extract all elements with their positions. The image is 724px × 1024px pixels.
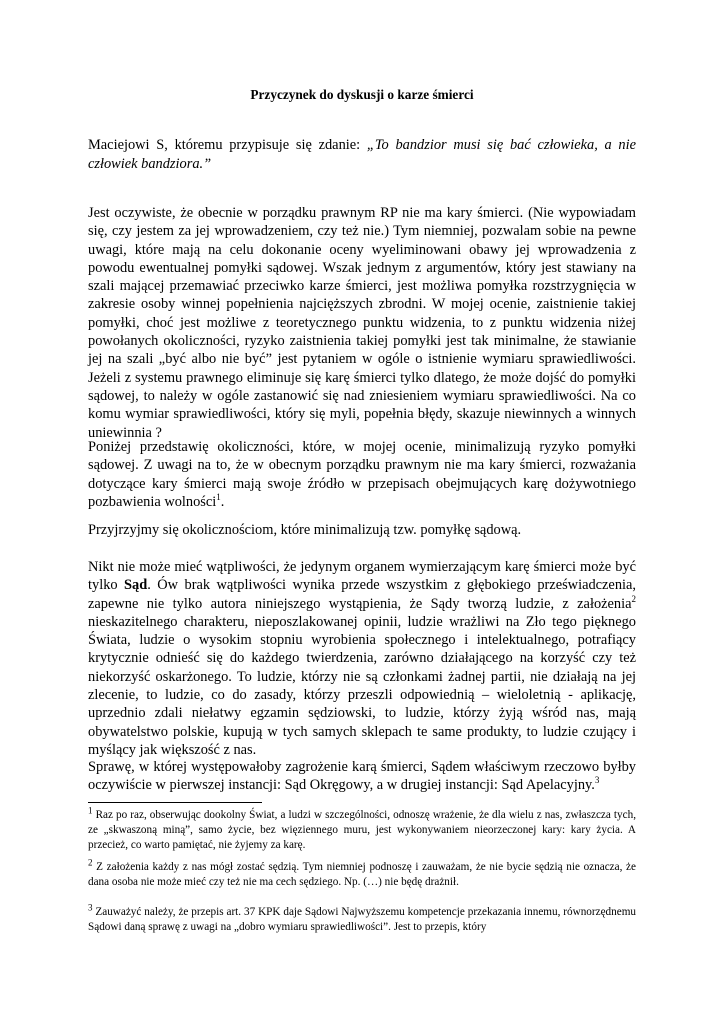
paragraph-5-text: Sprawę, w której występowałoby zagrożenie karą śmierci, Sądem właściwym rzeczowo byłby oczywiście w pierwszej instancji: Sąd Okręgowy, a w drugiej instancji: Sąd Apelacyjny. bbox=[88, 759, 636, 794]
paragraph-5 bbox=[88, 758, 636, 795]
footnote-1-text: Raz po raz, obserwując dookolny Świat, a ludzi w szczególności, odnoszę wrażenie, że dla wielu z nas, zwłaszcza tych, ze „skwaszoną miną”, samo życie, bez więziennego muru, jest wykonywaniem nieorzeczonej kary: kary życia. A przecież, co warto pamiętać, nie żyjemy za karę. bbox=[88, 809, 636, 852]
footnote-2 bbox=[88, 857, 636, 890]
footnote-ref-3[interactable]: 3 bbox=[594, 775, 600, 786]
paragraph-2-text: Poniżej przedstawię okoliczności, które, w mojej ocenie, minimalizują ryzyko pomyłki sądowej. Z uwagi na to, że w obecnym porządku prawnym nie ma kary śmierci, rozważania dotyczące kary śmierci mają swoje źródło w przepisach obejmujących karę dożywotniego pozbawienia wolności bbox=[88, 439, 636, 510]
motto-quote: „To bandzior musi się bać człowieka, a nie człowiek bandziora.” bbox=[88, 137, 637, 172]
footnote-2-number: 2 bbox=[88, 857, 93, 868]
document-title: Przyczynek do dyskusji o karze śmierci bbox=[250, 87, 474, 102]
paragraph-4-bold-court: Sąd bbox=[124, 577, 148, 594]
paragraph-3: Przyjrzyjmy się okolicznościom, które minimalizują tzw. pomyłkę sądową. bbox=[88, 522, 522, 538]
paragraph-2 bbox=[88, 438, 636, 511]
footnote-separator bbox=[88, 802, 262, 803]
paragraph-4-part-b: . Ów brak wątpliwości wynika przede wszystkim z głębokiego przeświadczenia, zapewne nie tylko autora niniejszego wystąpienia, że Sądy tworzą ludzie, z założenia bbox=[88, 577, 636, 612]
motto-lead: Maciejowi S, któremu przypisuje się zdanie: bbox=[88, 137, 367, 153]
paragraph-1: Jest oczywiste, że obecnie w porządku prawnym RP nie ma kary śmierci. (Nie wypowiadam się, czy jestem za jej wprowadzeniem, czy też nie.) Tym niemniej, pozwalam sobie na pewne uwagi, które mają na celu dokonanie oceny wyeliminowani obawy jej wprowadzenia z powodu ewentualnej pomyłki sądowej. Wszak jednym z argumentów, który jest stawiany na szali mającej przemawiać przeciwko karze śmierci, jest możliwa pomyłka rozstrzygnięcia w zakresie osoby winnej popełnienia najcięższych zbrodni. W mojej ocenie, zaistnienie takiej pomyłki, choć jest możliwe z teoretycznego punktu widzenia, to z punktu widzenia niżej powołanych okoliczności, ryzyko zaistnienia takiej pomyłki jest tak minimalne, że stawianie jej na szali „być albo nie być” jest pytaniem w ogóle o istnienie wymiaru sprawiedliwości. Jeżeli z systemu prawnego eliminuje się karę śmierci tylko dlatego, że może dojść do pomyłki sądowej, to należy w ogóle zastanowić się nad zniesieniem wymiaru sprawiedliwości. Na co komu wymiar sprawiedliwości, który się myli, popełnia błędy, skazuje niewinnych a winnych uniewinnia ? bbox=[88, 205, 636, 441]
paragraph-4 bbox=[88, 558, 636, 759]
footnote-3 bbox=[88, 902, 636, 935]
footnote-3-number: 3 bbox=[88, 902, 93, 913]
paragraph-4-part-a: Nikt nie może mieć wątpliwości, że jedynym organem wymierzającym karę śmierci może być tylko bbox=[88, 559, 636, 594]
footnote-3-text: Zauważyć należy, że przepis art. 37 KPK daje Sądowi Najwyższemu kompetencje przekazania innemu, równorzędnemu Sądowi daną sprawę z uwagi na „dobro wymiaru sprawiedliwości”. Jest to przepis, który bbox=[88, 906, 636, 934]
paragraph-2-end: . bbox=[220, 493, 225, 510]
footnote-2-text: Z założenia każdy z nas mógł zostać sędzią. Tym niemniej podnoszę i zauważam, że nie bycie sędzią nie oznacza, że dana osoba nie może mieć czy też nie ma cech sędziego. Np. (…) nie będę drażnił. bbox=[88, 861, 636, 889]
footnote-ref-1[interactable]: 1 bbox=[216, 492, 221, 503]
dedication-motto bbox=[88, 136, 636, 173]
footnote-1-number: 1 bbox=[88, 805, 93, 816]
footnote-ref-2[interactable]: 2 bbox=[631, 593, 636, 604]
paragraph-4-part-c: nieskazitelnego charakteru, nieposzlakowanej opinii, ludzie wrażliwi na Zło tego pięknego Świata, ludzie o wysokim stopniu wyrobienia społecznego i intelektualnego, potrafiący krytycznie odnieść się do każdego twierdzenia, zarówno działającego na korzyść czy też niekorzyść oskarżonego. To ludzie, którzy nie są członkami żadnej partii, nie działają na jej zlecenie, to ludzie, co do zasady, którzy przeszli odpowiednią – wieloletnią - aplikację, uprzednio zdali niełatwy egzamin sędziowski, to ludzie, którzy żyją wśród nas, mają obywatelstwo polskie, kupują w tych samych sklepach te same produkty, to ludzie czujący i myślący jak większość z nas. bbox=[88, 613, 636, 758]
footnote-1 bbox=[88, 805, 636, 854]
